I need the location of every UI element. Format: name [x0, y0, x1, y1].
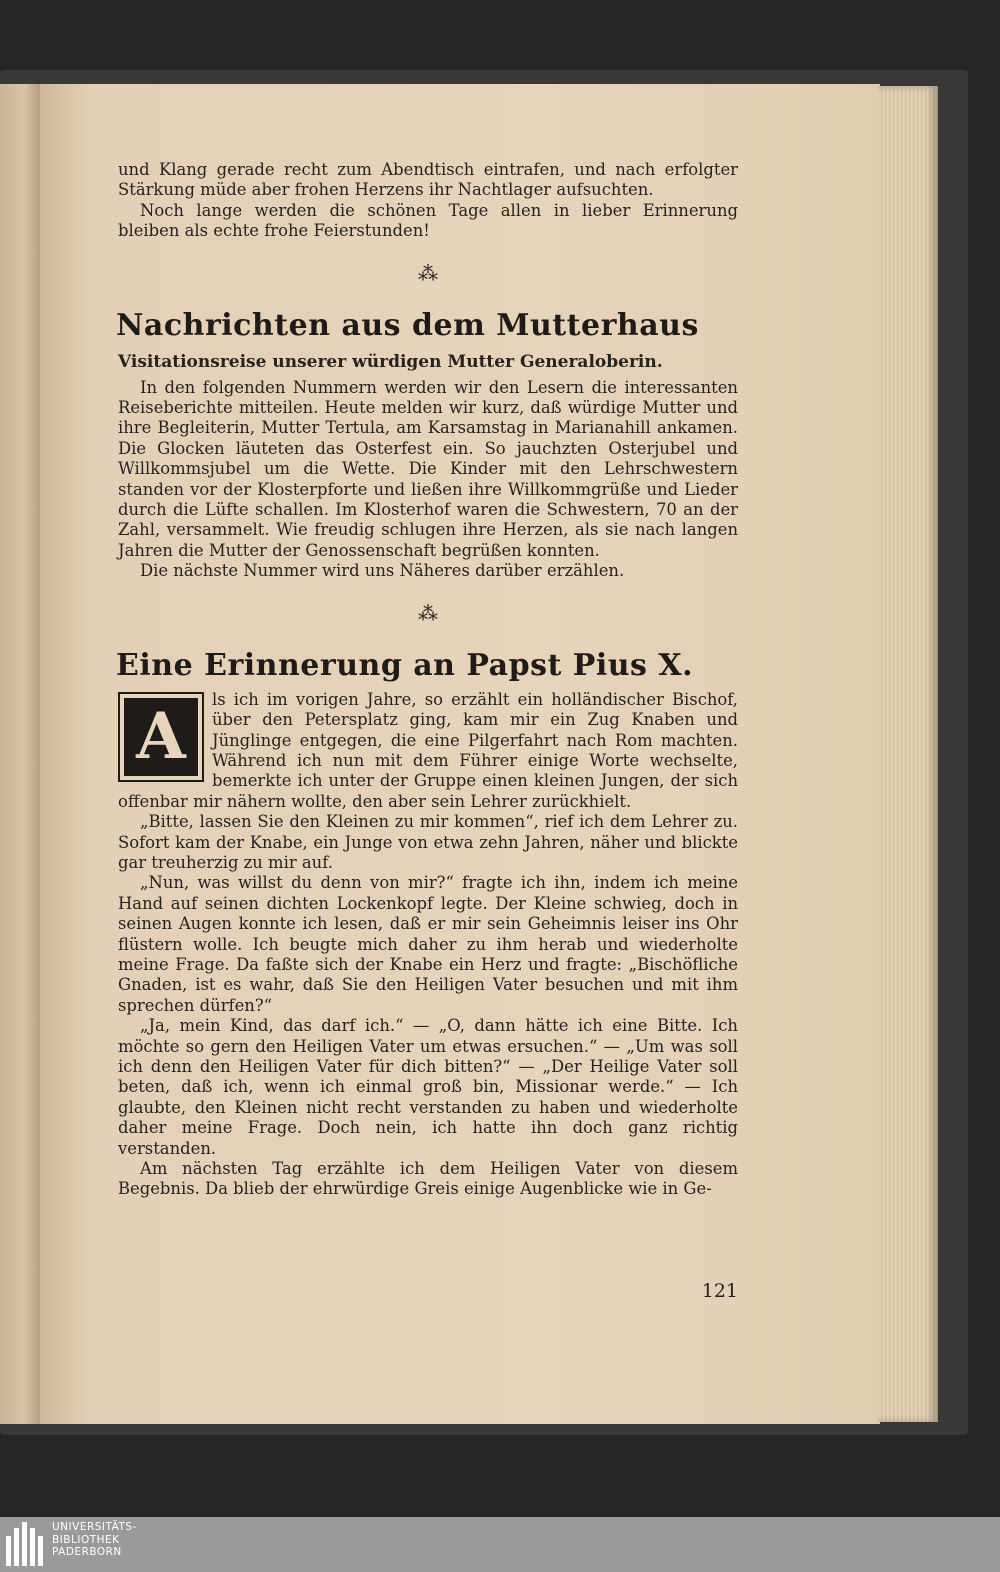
section-subtitle-visitation: Visitationsreise unserer würdigen Mutter Generaloberin.	[118, 351, 663, 372]
library-name-line-2: BIBLIOTHEK	[52, 1533, 120, 1546]
visitation-paragraph-2: Die nächste Nummer wird uns Näheres darüber erzählen.	[140, 561, 625, 581]
pius-paragraph-4: „Ja, mein Kind, das darf ich.“ — „O, dann hätte ich eine Bitte. Ich möchte so gern den Heiligen Vater um etwas ersuchen.“ — „Um was soll ich denn den Heiligen Vater für dich bitten?“ — „Der Heilige Vater soll beten, daß ich, wenn ich einmal groß bin, Missionar werde.“ — Ich glaubte, den Kleinen nicht recht verstanden zu haben und wiederholte daher meine Frage. Doch nein, ich hatte ihn doch ganz richtig verstanden.	[118, 1016, 738, 1158]
intro-paragraph-2: Noch lange werden die schönen Tage allen in lieber Erinnerung bleiben als echte frohe Feierstunden!	[118, 200, 738, 241]
page-stack-edge	[878, 86, 938, 1422]
page-number: 121	[701, 1280, 738, 1302]
first-paragraph-block	[118, 690, 738, 812]
library-logo-icon	[6, 1522, 46, 1566]
page-text	[118, 160, 738, 1200]
pius-paragraph-5: Am nächsten Tag erzählte ich dem Heiligen Vater von diesem Begebnis. Da blieb der ehrwürdige Greis einige Augenblicke wie in Ge-	[118, 1159, 738, 1199]
facing-page-edge	[0, 84, 40, 1424]
decorative-initial: A	[118, 692, 204, 782]
library-name-line-1: UNIVERSITÄTS-	[52, 1521, 137, 1533]
library-footer-bar	[0, 1517, 1000, 1572]
intro-paragraph-1: und Klang gerade recht zum Abendtisch eintrafen, und nach erfolgter Stärkung müde aber frohen Herzens ihr Nachtlager aufsuchten.	[118, 160, 738, 200]
visitation-paragraph-1: In den folgenden Nummern werden wir den Lesern die interessanten Reiseberichte mitteilen. Heute melden wir kurz, daß würdige Mutter und ihre Begleiterin, Mutter Tertula, am Karsamstag in Marianahill ankamen. Die Glocken läuteten das Osterfest ein. So jauchzten Osterjubel und Willkommsjubel um die Wette. Die Kinder mit den Lehrschwestern standen vor der Klosterpforte und ließen ihre Willkommgrüße und Lieder durch die Lüfte schallen. Im Klosterhof waren die Schwestern, 70 an der Zahl, versammelt. Wie freudig schlugen ihre Herzen, als sie nach langen Jahren die Mutter der Genossenschaft begrüßen konnten.	[118, 377, 738, 560]
pius-paragraph-2: „Bitte, lassen Sie den Kleinen zu mir kommen“, rief ich dem Lehrer zu. Sofort kam der Knabe, ein Junge von etwa zehn Jahren, näher und blickte gar treuherzig zu mir auf.	[118, 812, 738, 872]
library-name-line-3: PADERBORN	[52, 1546, 122, 1558]
section-title-pius: Eine Erinnerung an Papst Pius X.	[116, 647, 694, 683]
ornament-divider-2: ⁂	[418, 600, 438, 625]
pius-paragraph-1: ls ich im vorigen Jahre, so erzählt ein holländischer Bischof, über den Petersplatz ging, kam mir ein Zug Knaben und Jünglinge entgegen, die eine Pilgerfahrt nach Rom machten. Während ich nun mit dem Führer einige Worte wechselte, bemerkte ich unter der Gruppe einen kleinen Jungen, der sich offenbar mir nähern wollte, den aber sein Lehrer zurückhielt.	[118, 689, 738, 811]
ornament-divider-1: ⁂	[418, 260, 438, 285]
library-name	[52, 1521, 137, 1559]
section-title-mutterhaus: Nachrichten aus dem Mutterhaus	[116, 307, 699, 343]
pius-paragraph-3: „Nun, was willst du denn von mir?“ fragte ich ihn, indem ich meine Hand auf seinen dichten Lockenkopf legte. Der Kleine schwieg, doch in seinen Augen konnte ich lesen, daß er mir sein Geheimnis leiser ins Ohr flüstern wolle. Ich beugte mich daher zu ihm herab und wiederholte meine Frage. Da faßte sich der Knabe ein Herz und fragte: „Bischöfliche Gnaden, ist es wahr, daß Sie den Heiligen Vater besuchen und mit ihm sprechen dürfen?“	[118, 873, 738, 1015]
